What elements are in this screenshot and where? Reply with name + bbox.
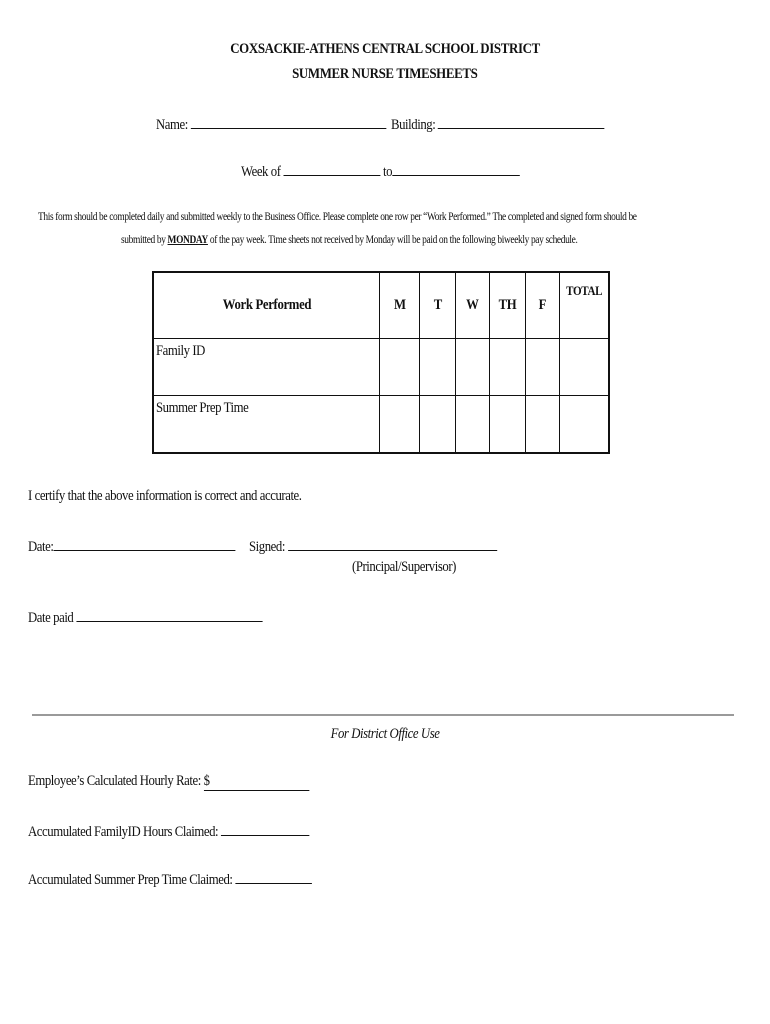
cell-family-id-th[interactable]	[489, 339, 525, 396]
prep-time-label: Accumulated Summer Prep Time Claimed:	[28, 872, 233, 888]
table-row	[153, 339, 609, 396]
signed-field[interactable]	[249, 536, 541, 556]
row-label-family-id: Family ID	[153, 339, 380, 396]
header-thursday: TH	[489, 272, 525, 339]
cell-family-id-f[interactable]	[525, 339, 559, 396]
building-label: Building:	[391, 117, 436, 133]
cell-prep-f[interactable]	[525, 396, 559, 454]
date-paid-input-line[interactable]	[76, 607, 262, 622]
header-total: TOTAL	[559, 272, 609, 339]
header-wednesday: W	[455, 272, 489, 339]
cell-family-id-total[interactable]	[559, 339, 609, 396]
timesheet-table	[152, 271, 610, 454]
signed-label: Signed:	[249, 539, 285, 555]
to-label: to	[382, 164, 393, 180]
name-field[interactable]	[156, 114, 427, 134]
office-use-heading: For District Office Use	[330, 726, 440, 742]
cell-prep-total[interactable]	[559, 396, 609, 454]
table-header-row	[153, 272, 609, 339]
instructions-line-1: This form should be completed daily and submitted weekly to the Business Office. Please complete one row per “Work Performed.” The completed and signed form should be	[38, 211, 637, 223]
cell-prep-w[interactable]	[455, 396, 489, 454]
header-tuesday: T	[420, 272, 456, 339]
week-start-input-line[interactable]	[283, 161, 380, 176]
instructions-line-2: submitted by MONDAY of the pay week. Time sheets not received by Monday will be paid on the following biweekly pay schedule.	[121, 234, 578, 246]
building-field[interactable]	[391, 114, 642, 134]
date-label: Date:	[28, 539, 54, 555]
hourly-rate-input-line[interactable]: $	[204, 773, 309, 791]
family-id-hours-field[interactable]	[28, 821, 359, 841]
cell-prep-t[interactable]	[420, 396, 456, 454]
name-input-line[interactable]	[191, 114, 386, 129]
signer-caption: (Principal/Supervisor)	[352, 559, 456, 575]
week-end-input-line[interactable]	[392, 161, 520, 176]
hourly-rate-label: Employee’s Calculated Hourly Rate:	[28, 773, 204, 789]
cell-family-id-m[interactable]	[380, 339, 420, 396]
date-field[interactable]	[28, 536, 272, 556]
certification-statement: I certify that the above information is correct and accurate.	[28, 488, 302, 504]
family-id-hours-input-line[interactable]	[221, 821, 309, 836]
row-label-summer-prep-time: Summer Prep Time	[153, 396, 380, 454]
district-name: COXSACKIE-ATHENS CENTRAL SCHOOL DISTRICT	[230, 41, 540, 57]
cell-family-id-t[interactable]	[420, 339, 456, 396]
signature-input-line[interactable]	[288, 536, 497, 551]
cell-prep-th[interactable]	[489, 396, 525, 454]
section-divider	[32, 714, 734, 716]
date-paid-field[interactable]	[28, 607, 304, 627]
prep-time-input-line[interactable]	[235, 869, 312, 884]
name-label: Name:	[156, 117, 188, 133]
building-input-line[interactable]	[438, 114, 605, 129]
form-title: SUMMER NURSE TIMESHEETS	[292, 66, 478, 82]
week-of-label: Week of	[241, 164, 281, 180]
cell-family-id-w[interactable]	[455, 339, 489, 396]
hourly-rate-field[interactable]	[28, 773, 359, 791]
date-paid-label: Date paid	[28, 610, 74, 626]
header-monday: M	[380, 272, 420, 339]
table-row	[153, 396, 609, 454]
cell-prep-m[interactable]	[380, 396, 420, 454]
week-field[interactable]	[241, 161, 569, 181]
prep-time-field[interactable]	[28, 869, 362, 889]
date-input-line[interactable]	[53, 536, 235, 551]
header-friday: F	[525, 272, 559, 339]
header-work-performed: Work Performed	[153, 272, 380, 339]
family-id-hours-label: Accumulated FamilyID Hours Claimed:	[28, 824, 219, 840]
monday-emphasis: MONDAY	[167, 234, 208, 246]
